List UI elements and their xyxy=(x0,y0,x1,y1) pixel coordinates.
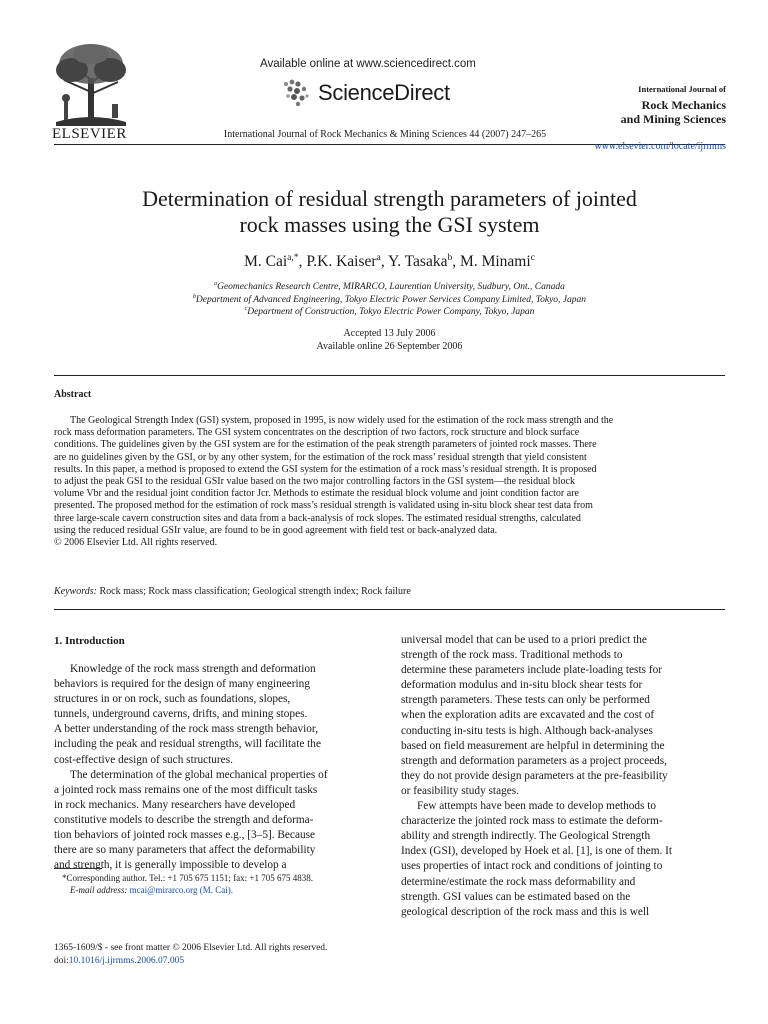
body-text-line: Few attempts have been made to develop methods to xyxy=(417,800,657,813)
article-dates xyxy=(54,328,725,353)
publisher-name: ELSEVIER xyxy=(52,126,127,142)
sciencedirect-wordmark: ScienceDirect xyxy=(318,80,450,105)
abstract-bottom-rule xyxy=(54,609,725,610)
author-name: Y. Tasaka xyxy=(388,253,448,270)
body-text-line: Index (GSI), developed by Hoek et al. [1], is one of them. It xyxy=(401,845,673,858)
body-text-line: or feasibility study stages. xyxy=(401,784,519,797)
body-text-line: cost-effective design of such structures. xyxy=(54,753,233,766)
body-column-left xyxy=(54,662,378,873)
body-text-line: tunnels, underground caverns, drifts, and mining stopes. xyxy=(54,708,308,721)
author-name: M. Cai xyxy=(244,253,288,270)
body-text-line: determine/estimate the rock mass deformability and xyxy=(401,875,636,888)
article-title-line-2: rock masses using the GSI system xyxy=(239,212,540,237)
author-list: M. Cai$^{a,*}$, P.K. Kaiser$^a$, Y. Tasaka$^b$, M. Minami$^c$ xyxy=(244,251,535,270)
journal-citation: International Journal of Rock Mechanics & Mining Sciences 44 (2007) 247–265 xyxy=(223,129,547,140)
section-heading-introduction: 1. Introduction xyxy=(54,635,125,647)
keywords-text: Rock mass; Rock mass classification; Geological strength index; Rock failure xyxy=(99,586,411,597)
body-text-line: constitutive models to describe the strength and deforma- xyxy=(54,813,314,826)
author-affil-mark: b xyxy=(447,251,453,263)
journal-box-label: International Journal of xyxy=(638,84,726,94)
doi-prefix: doi: xyxy=(54,956,69,966)
body-text-line: universal model that can be used to a priori predict the xyxy=(401,634,647,646)
keywords xyxy=(54,586,725,597)
body-text-line: strength. GSI values can be estimated based on the xyxy=(401,890,631,903)
author-affil-mark: c xyxy=(530,251,535,263)
abstract-line: to adjust the peak GSI to the residual GSIr value based on the two major controlling factors in the GSI system—the residual block xyxy=(54,476,575,488)
footnote xyxy=(54,872,384,896)
body-column-right xyxy=(401,633,726,920)
body-text-line: strength and deformation parameters as a project proceeds, xyxy=(401,754,667,767)
affiliations xyxy=(54,281,725,319)
available-online: Available online at www.sciencedirect.com xyxy=(260,58,476,70)
body-text-line: they do not provide design parameters at the pre-feasibility xyxy=(401,769,668,782)
body-text-line: Knowledge of the rock mass strength and deformation xyxy=(70,663,316,675)
abstract-line: volume Vbr and the residual joint condition factor Jcr. Methods to estimate the residual block volume and joint condition factor are xyxy=(54,488,579,500)
affiliation-a xyxy=(54,281,725,294)
elsevier-tree-icon xyxy=(50,40,132,128)
email-link[interactable]: mcai@mirarco.org (M. Cai). xyxy=(129,885,234,895)
author-name: P.K. Kaiser xyxy=(306,253,377,270)
body-text-line: including the peak and residual strengths, will facilitate the xyxy=(54,738,321,751)
body-text-line: uses properties of intact rock and conditions of jointing to xyxy=(401,860,663,873)
affil-mark: a xyxy=(214,280,218,287)
abstract-line: are no guidelines given by the GSI, or by any other system, for the estimation of the rock mass’ residual strength that yield consistent xyxy=(54,451,587,463)
body-text-line: determine these parameters include plate-loading tests for xyxy=(401,664,662,677)
journal-box-title-2: and Mining Sciences xyxy=(620,112,726,126)
body-text-line: structures in or on rock, such as foundations, slopes, xyxy=(54,693,291,706)
abstract-top-rule xyxy=(54,375,725,376)
affil-mark: b xyxy=(192,293,196,300)
keywords-label: Keywords: xyxy=(54,586,97,597)
footer xyxy=(54,942,454,968)
abstract-body xyxy=(54,415,725,549)
body-text-line: and strength, it is generally impossible to develop a xyxy=(54,859,287,872)
affil-text: Geomechanics Research Centre, MIRARCO, Laurentian University, Sudbury, Ont., Canada xyxy=(217,282,565,292)
accepted-date: Accepted 13 July 2006 xyxy=(343,328,436,339)
abstract-line: using the reduced residual GSIr value, are found to be in good agreement with field test or back-analyzed data. xyxy=(54,524,498,536)
abstract-line: The Geological Strength Index (GSI) system, proposed in 1995, is now widely used for the estimation of the rock mass strength and the xyxy=(70,415,614,426)
abstract-heading: Abstract xyxy=(54,389,92,400)
footnote-rule xyxy=(54,868,102,869)
abstract-line: presented. The proposed method for the estimation of rock mass’s residual strength is validated using in-situ block shear test data from xyxy=(54,500,593,512)
body-text-line: strength parameters. These tests can only be performed xyxy=(401,694,650,707)
journal-url-link[interactable]: www.elsevier.com/locate/ijrmms xyxy=(594,141,726,152)
article-title-line-1: Determination of residual strength parameters of jointed xyxy=(142,186,637,211)
abstract-line: three large-scale cavern construction sites and data from a back-analysis of rock slopes. The estimated residual strengths, calculated xyxy=(54,512,581,524)
author-affil-mark: a,* xyxy=(287,251,299,263)
doi-link[interactable]: 10.1016/j.ijrmms.2006.07.005 xyxy=(68,956,185,966)
email-note xyxy=(54,884,384,896)
body-text-line: behaviors is required for the design of many engineering xyxy=(54,678,310,691)
journal-box xyxy=(606,84,726,126)
article-title xyxy=(54,186,725,238)
body-text-line: A better understanding of the rock mass strength behavior, xyxy=(54,723,319,736)
abstract-line: results. In this paper, a method is proposed to extend the GSI system for the estimation of a rock mass’s residual strength. It is proposed xyxy=(54,463,597,475)
body-text-line: there are so many parameters that affect the deformability xyxy=(54,844,316,857)
corresponding-author-note: *Corresponding author. Tel.: +1 705 675 1151; fax: +1 705 675 4838. xyxy=(62,873,314,883)
body-text-line: strength of the rock mass. Traditional methods to xyxy=(401,649,623,662)
journal-box-title-1: Rock Mechanics xyxy=(641,98,726,112)
body-text-line: conducting in-situ tests is high. Although back-analyses xyxy=(401,724,653,737)
email-label: E-mail address: xyxy=(70,885,128,895)
affil-mark: c xyxy=(244,305,248,312)
body-text-line: The determination of the global mechanical properties of xyxy=(70,768,328,781)
body-text-line: ability and strength indirectly. The Geological Strength xyxy=(401,830,651,843)
abstract-line: conditions. The guidelines given by the GSI system are for the estimation of the peak strength parameters of jointed rock masses. There xyxy=(54,439,597,451)
issn-line: 1365-1609/$ - see front matter © 2006 Elsevier Ltd. All rights reserved. xyxy=(54,943,328,953)
body-text-line: in rock mechanics. Many researchers have developed xyxy=(54,798,296,811)
body-text-line: when the exploration adits are excavated and the cost of xyxy=(401,709,655,722)
affil-text: Department of Advanced Engineering, Tokyo Electric Power Services Company Limited, Tokyo, Japan xyxy=(195,294,587,305)
available-date: Available online 26 September 2006 xyxy=(316,340,463,352)
body-text-line: deformation modulus and in-situ block shear tests for xyxy=(401,679,643,692)
body-text-line: based on field measurement are helpful in determining the xyxy=(401,739,665,752)
body-text-line: characterize the jointed rock mass to estimate the deform- xyxy=(401,815,663,828)
abstract-line: rock mass deformation parameters. The GSI system concentrates on the description of two factors, rock structure and block surface xyxy=(54,427,580,439)
copyright-line: © 2006 Elsevier Ltd. All rights reserved. xyxy=(54,537,218,549)
body-text-line: a jointed rock mass remains one of the most difficult tasks xyxy=(54,783,318,796)
affiliation-c xyxy=(54,306,725,319)
elsevier-logo xyxy=(50,40,132,142)
affiliation-b xyxy=(54,294,725,307)
doi-line xyxy=(54,955,454,968)
author-affil-mark: a xyxy=(376,251,381,263)
affil-text: Department of Construction, Tokyo Electric Power Company, Tokyo, Japan xyxy=(247,307,535,317)
sciencedirect-dots-icon xyxy=(280,76,314,110)
body-text-line: geological description of the rock mass and this is well xyxy=(401,905,650,918)
body-text-line: tion behaviors of jointed rock masses e.g., [3–5]. Because xyxy=(54,829,316,842)
author-name: M. Minami xyxy=(460,253,531,270)
